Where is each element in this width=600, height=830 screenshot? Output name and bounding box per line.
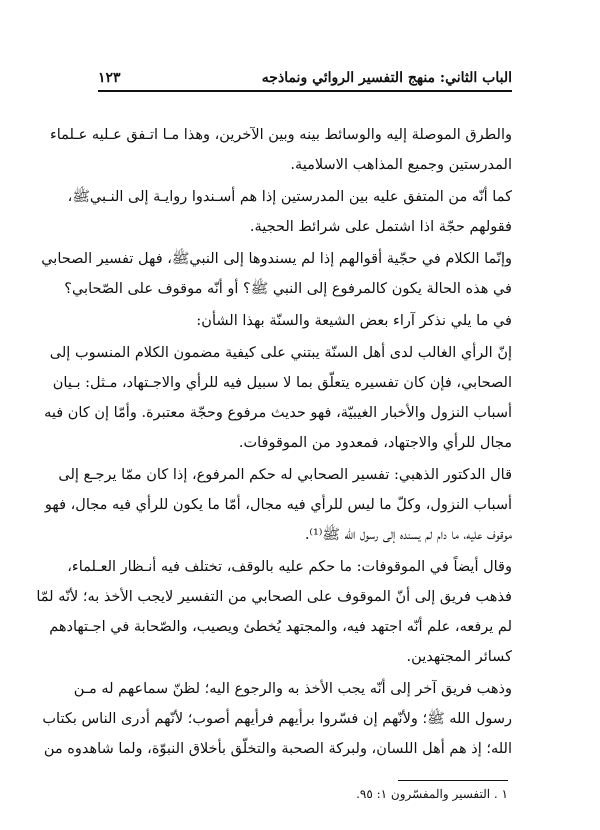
text-line: موقوف عليه، ما دام لم يسنده إلى رسول الله ﷺ⁽¹⁾. bbox=[304, 527, 512, 543]
text-line: قال الدكتور الذهبي: تفسير الصحابي له حكم المرفوع، إذا كان ممّا يرجـع إلى bbox=[58, 467, 512, 483]
text-line: والطرق الموصلة إليه والوسائط بينه وبين الآخرين، وهذا مـا اتـفق عـليه عـلماء bbox=[49, 127, 512, 143]
text-line: المدرستين وجميع المذاهب الاسلامية. bbox=[290, 157, 512, 173]
text-line: لم يرفعه، علم أنّه اجتهد فيه، والمجتهد يُخطئ ويصيب، والصّحابة في اجـتهادهم bbox=[49, 619, 512, 635]
footnote-divider bbox=[398, 780, 508, 781]
footnote: ١ . التفسير والمفسّرون ١: ٩٥. bbox=[356, 787, 508, 801]
text-line: كما أنّه من المتفق عليه بين المدرستين إذا هم أسـندوا روايـة إلى النـبيﷺ، bbox=[67, 189, 512, 205]
text-line: وقال أيضاً في الموقوفات: ما حكم عليه بالوقف، تختلف فيه أنـظار العـلماء، bbox=[67, 559, 512, 575]
text-line: كسائر المجتهدين. bbox=[406, 649, 512, 665]
text-line: فذهب فريق إلى أنّ الموقوف على الصحابي من التفسير لايجب الأخذ به؛ لأنّه لمّا bbox=[36, 589, 512, 605]
text-line: أسباب النزول والأخبار الغيبيّة، فهو حديث مرفوع وحجّة معتبرة. وأمّا إن كان فيه bbox=[44, 405, 512, 421]
text-line: الصحابي، فإن كان تفسيره يتعلّق بما لا سبيل فيه للرأي والاجـتهاد، مـثل: بـيان bbox=[52, 375, 512, 391]
page-number: ١٢٣ bbox=[98, 70, 121, 86]
chapter-title: الباب الثاني: منهج التفسير الروائي ونماذجه bbox=[261, 70, 512, 86]
text-line: فقولهم حجّة اذا اشتمل على شرائط الحجية. bbox=[249, 219, 512, 235]
body-text bbox=[36, 120, 512, 764]
text-line: الله؛ إذ هم أهل اللسان، ولبركة الصحبة والتخلّق بأخلاق النبوّة، ولما شاهدوه من bbox=[43, 741, 512, 757]
text-line: إنّ الرأي الغالب لدى أهل السنّة يبتني على كيفية مضمون الكلام المنسوب إلى bbox=[49, 345, 512, 361]
running-header bbox=[98, 58, 512, 92]
text-line: وإنّما الكلام في حجّية أقوالهم إذا لم يسندوها إلى النبيﷺ، فهل تفسير الصحابي bbox=[41, 251, 512, 267]
text-line: في هذه الحالة يكون كالمرفوع إلى النبي ﷺ؟ أو أنّه موقوف على الصّحابي؟ bbox=[64, 281, 512, 297]
text-line: رسول الله ﷺ؛ ولأنّهم إن فسّروا برأيهم فرأيهم أصوب؛ لأنّهم أدرى الناس بكتاب bbox=[42, 711, 512, 727]
text-line: مجال للرأي والاجتهاد، فمعدود من الموقوفات. bbox=[238, 435, 512, 451]
text-line: أسباب النزول، وكلّ ما ليس للرأي فيه مجال، أمّا ما يكون للرأي فيه مجال، فهو bbox=[44, 497, 512, 513]
text-line: في ما يلي نذكر آراء بعض الشيعة والسنّة بهذا الشأن: bbox=[196, 313, 512, 329]
text-line: وذهب فريق آخر إلى أنّه يجب الأخذ به والرجوع اليه؛ لظنّ سماعهم له مـن bbox=[73, 681, 512, 697]
